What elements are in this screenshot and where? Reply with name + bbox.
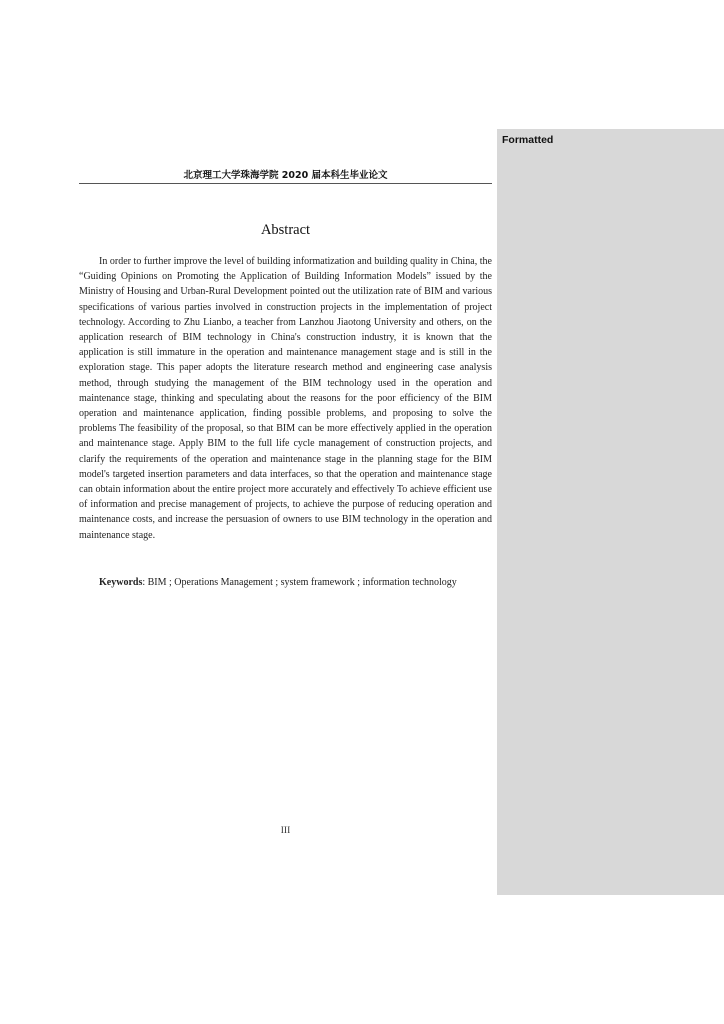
abstract-body <box>79 254 492 543</box>
keywords-label: Keywords <box>99 577 143 588</box>
comment-pane <box>497 129 724 895</box>
abstract-heading: Abstract <box>260 222 311 238</box>
page-header-title: 北京理工大学珠海学院 2020 届本科生毕业论文 <box>183 170 388 181</box>
formatted-comment-label[interactable]: Formatted <box>502 134 554 146</box>
page-number: III <box>280 826 291 836</box>
keywords-text: : BIM ; Operations Management ; system framework ; information technology <box>142 577 457 588</box>
header-rule <box>79 183 492 184</box>
keywords-line <box>79 575 492 590</box>
abstract-paragraph: In order to further improve the level of building informatization and building quality in China, the “Guiding Opinions on Promoting the Application of Building Information Models” issued by the Ministry of Housing and Urban-Rural Development pointed out the utilization rate of BIM and various specifications of various parties involved in construction projects in the implementation of project technology. According to Zhu Lianbo, a teacher from Lanzhou Jiaotong University and others, on the application research of BIM technology in China's construction industry, it is known that the application is still immature in the operation and maintenance management stage and is still in the exploration stage. This paper adopts the literature research method and engineering case analysis method, through studying the management of the BIM technology used in the operation and maintenance stage, thinking and speculating about the reasons for the poor efficiency of the BIM operation and maintenance application, finding possible problems, and proposing to solve the problems The feasibility of the proposal, so that BIM can be more effectively applied in the operation and maintenance stage. Apply BIM to the full life cycle management of construction projects, and clarify the requirements of the operation and maintenance stage in the planning stage for the BIM model's targeted insertion parameters and data interfaces, so that the operation and maintenance stage can obtain information about the entire project more accurately and effectively To achieve efficient use of information and precise management of projects, to achieve the purpose of reducing operation and maintenance costs, and increase the persuasion of owners to use BIM technology in the operation and maintenance stage. <box>79 256 492 541</box>
